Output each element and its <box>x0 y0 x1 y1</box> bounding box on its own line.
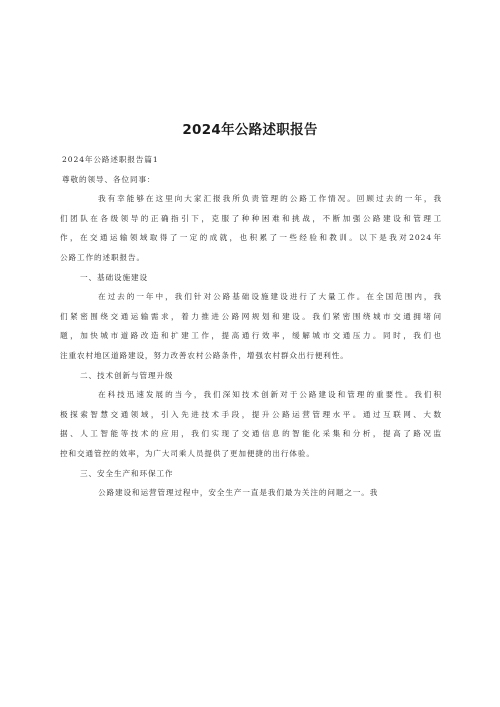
paragraph-line: 据、人工智能等技术的应用，我们实现了交通信息的智能化采集和分析，提高了路况监 <box>60 429 442 439</box>
paragraph-line: 我有幸能够在这里向大家汇报我所负责管理的公路工作情况。回顾过去的一年，我 <box>98 194 442 204</box>
paragraph-line: 在科技迅速发展的当今，我们深知技术创新对于公路建设和管理的重要性。我们积 <box>98 390 442 400</box>
paragraph-line: 题，加快城市道路改造和扩建工作，提高通行效率，缓解城市交通压力。同时，我们也 <box>60 331 442 341</box>
paragraph-line: 注重农村地区道路建设，努力改善农村公路条件，增强农村群众出行便利性。 <box>60 350 349 360</box>
section-heading-chapter: 2024年公路述职报告篇1 <box>62 155 159 164</box>
paragraph-line: 们紧密围绕交通运输需求，着力推进公路网规划和建设。我们紧密围绕城市交通拥堵问 <box>60 311 442 321</box>
paragraph-line: 作，在交通运输领域取得了一定的成就，也积累了一些经验和教训。以下是我对2024年 <box>60 233 442 243</box>
paragraph-line: 们团队在各级领导的正确指引下，克服了种种困难和挑战，不断加强公路建设和管理工 <box>60 213 442 223</box>
paragraph-line: 极探索智慧交通领域，引入先进技术手段，提升公路运营管理水平。通过互联网、大数 <box>60 409 442 419</box>
document-body <box>60 150 442 503</box>
salutation: 尊敬的领导、各位同事： <box>62 174 156 184</box>
section-heading: 一、基础设施建设 <box>80 272 148 282</box>
paragraph-line: 在过去的一年中，我们针对公路基础设施建设进行了大量工作。在全国范围内，我 <box>98 292 442 302</box>
paragraph-line: 公路工作的述职报告。 <box>60 252 145 262</box>
section-heading: 三、安全生产和环保工作 <box>80 468 174 478</box>
document-title: 2024年公路述职报告 <box>182 122 318 138</box>
paragraph-line: 公路建设和运营管理过程中，安全生产一直是我们最为关注的问题之一。我 <box>98 488 379 498</box>
paragraph-line: 控和交通管控的效率，为广大司乘人员提供了更加便捷的出行体验。 <box>60 448 315 458</box>
section-heading: 二、技术创新与管理升级 <box>80 370 174 380</box>
